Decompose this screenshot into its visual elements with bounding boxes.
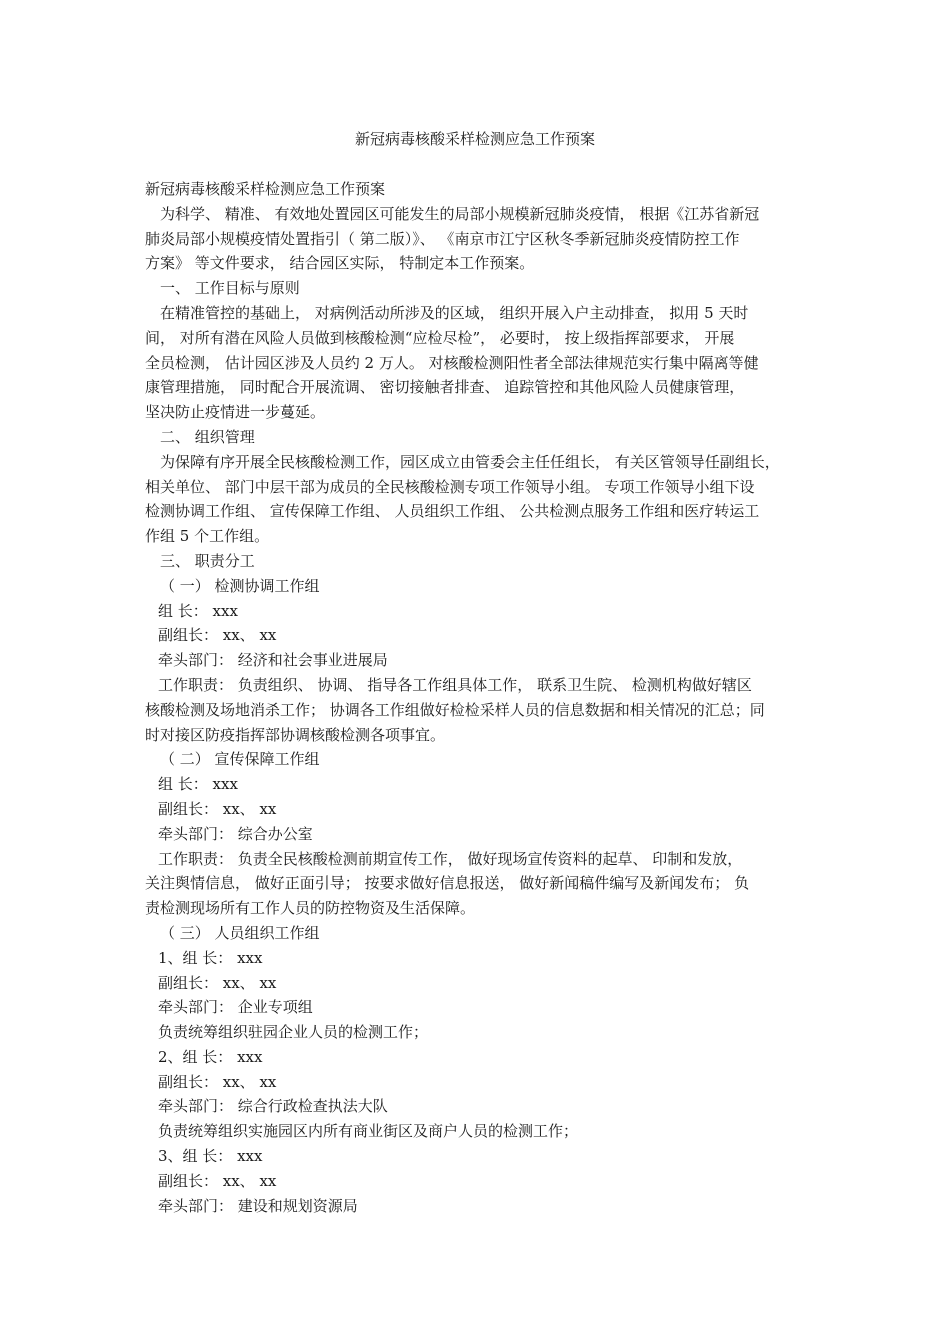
text-line: 三、 职责分工 xyxy=(160,551,255,570)
text-line: 2、组 长： xxx xyxy=(158,1047,263,1066)
text-line: 二、 组织管理 xyxy=(160,427,255,446)
text-line: 组 长： xxx xyxy=(158,775,238,794)
text-line: 组 长： xxx xyxy=(158,601,238,620)
text-line: 副组长： xx、 xx xyxy=(158,1072,277,1091)
text-line: 牵头部门： 建设和规划资源局 xyxy=(158,1196,358,1215)
text-line: 时对接区防疫指挥部协调核酸检测各项事宜。 xyxy=(145,725,446,744)
text-line: 坚决防止疫情进一步蔓延。 xyxy=(145,403,326,422)
text-line: 牵头部门： 综合行政检查执法大队 xyxy=(158,1097,388,1116)
text-line: 牵头部门： 企业专项组 xyxy=(158,998,313,1017)
text-line: 康管理措施， 同时配合开展流调、 密切接触者排查、 追踪管控和其他风险人员健康管理， xyxy=(145,378,745,397)
text-line: 工作职责： 负责组织、 协调、 指导各工作组具体工作， 联系卫生院、 检测机构做好辖区 xyxy=(158,675,752,694)
text-line: 牵头部门： 经济和社会事业进展局 xyxy=(158,651,388,670)
text-line: 3、组 长： xxx xyxy=(158,1147,263,1166)
text-line: 负责统筹组织驻园企业人员的检测工作； xyxy=(158,1023,429,1042)
text-line: 责检测现场所有工作人员的防控物资及生活保障。 xyxy=(145,899,476,918)
text-line: 为保障有序开展全民核酸检测工作，园区成立由管委会主任任组长， 有关区管领导任副组长， xyxy=(160,452,780,471)
document-body xyxy=(145,177,815,1218)
text-line: （ 三） 人员组织工作组 xyxy=(160,923,320,942)
text-line: 副组长： xx、 xx xyxy=(158,973,277,992)
text-line: 一、 工作目标与原则 xyxy=(160,279,300,298)
text-line: 负责统筹组织实施园区内所有商业街区及商户人员的检测工作； xyxy=(158,1122,579,1141)
text-line: 全员检测， 估计园区涉及人员约 2 万人。 对核酸检测阳性者全部法律规范实行集中隔离等健 xyxy=(145,353,759,372)
text-line: 新冠病毒核酸采样检测应急工作预案 xyxy=(145,180,386,198)
text-line: 间， 对所有潜在风险人员做到核酸检测“应检尽检”， 必要时， 按上级指挥部要求， 开展 xyxy=(145,328,735,347)
text-line: 核酸检测及场地消杀工作； 协调各工作组做好检检采样人员的信息数据和相关情况的汇总；同 xyxy=(145,700,765,719)
text-line: 副组长： xx、 xx xyxy=(158,1171,277,1190)
text-line: 1、组 长： xxx xyxy=(158,948,263,967)
text-line: 为科学、 精准、 有效地处置园区可能发生的局部小规模新冠肺炎疫情， 根据《江苏省新冠 xyxy=(160,204,760,223)
text-line: 关注舆情信息， 做好正面引导； 按要求做好信息报送， 做好新闻稿件编写及新闻发布； 负 xyxy=(145,874,750,893)
text-line: 牵头部门： 综合办公室 xyxy=(158,824,313,843)
text-line: （ 二） 宣传保障工作组 xyxy=(160,750,320,769)
text-line: （ 一） 检测协调工作组 xyxy=(160,576,320,595)
text-line: 副组长： xx、 xx xyxy=(158,626,277,645)
text-line: 相关单位、 部门中层干部为成员的全民核酸检测专项工作领导小组。 专项工作领导小组下设 xyxy=(145,477,755,496)
text-line: 检测协调工作组、 宣传保障工作组、 人员组织工作组、 公共检测点服务工作组和医疗转运工 xyxy=(145,502,760,521)
document-title: 新冠病毒核酸采样检测应急工作预案 xyxy=(354,130,595,148)
text-line: 方案》 等文件要求， 结合园区实际， 特制定本工作预案。 xyxy=(145,254,535,273)
text-line: 肺炎局部小规模疫情处置指引（ 第二版）》、 《南京市江宁区秋冬季新冠肺炎疫情防控工作 xyxy=(145,229,740,248)
text-line: 副组长： xx、 xx xyxy=(158,799,277,818)
text-line: 作组 5 个工作组。 xyxy=(145,527,270,546)
text-line: 工作职责： 负责全民核酸检测前期宣传工作， 做好现场宣传资料的起草、 印制和发放， xyxy=(158,849,743,868)
text-line: 在精准管控的基础上， 对病例活动所涉及的区域， 组织开展入户主动排查， 拟用 5 天时 xyxy=(160,303,749,322)
